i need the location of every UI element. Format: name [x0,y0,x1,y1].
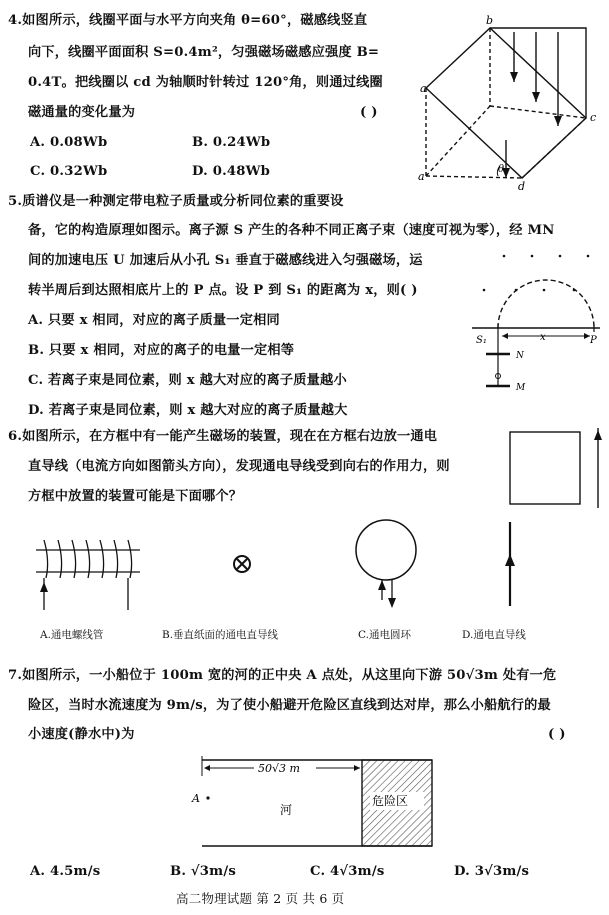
q6-caption-c: C.通电圆环 [358,629,411,641]
q6-line-1: 6.如图所示，在方框中有一能产生磁场的装置，现在在方框右边放一通电 [8,429,438,444]
q4-option-c: C. 0.32Wb [30,164,108,179]
q7-danger-zone-label: 危险区 [372,794,409,808]
q5-label-s1: S₁ [476,335,487,346]
q4-line-2: 向下，线圈平面面积 S=0.4m²，匀强磁场磁感应强度 B= [28,45,380,60]
q6-caption-d: D.通电直导线 [462,629,526,641]
q7-line-2: 险区，当时水流速度为 9m/s，为了使小船避开危险区直线到达对岸，那么小船航行的最 [28,698,551,713]
q4-line-3: 0.4T。把线圈以 cd 为轴顺时针转过 120°角，则通过线圈 [28,75,383,90]
q6-caption-a: A.通电螺线管 [40,629,104,641]
q5-label-p: P [590,335,597,346]
q4-label-c: c [590,111,597,124]
q5-label-x: x [540,332,546,343]
q4-option-d: D. 0.48Wb [192,164,271,179]
q4-line-4: 磁通量的变化量为 [28,105,136,120]
q7-river-label: 河 [280,803,293,817]
q4-line-1: 4.如图所示，线圈平面与水平方向夹角 θ=60°，磁感线竖直 [8,13,368,28]
q5-line-2: 备，它的构造原理如图示。离子源 S 产生的各种不同正离子束（速度可视为零），经 MN [28,223,555,238]
q6-line-2: 直导线（电流方向如图箭头方向），发现通电导线受到向右的作用力，则 [28,459,450,474]
q7-point-a-label: A [192,792,200,805]
q7-distance-label: 50√3 m [258,762,300,775]
q5-line-1: 5.质谱仪是一种测定带电粒子质量或分析同位素的重要设 [8,194,344,209]
q6-box-figure [500,426,608,510]
q4-option-a: A. 0.08Wb [30,135,108,150]
q4-answer-bracket: ( ) [360,105,378,120]
q4-label-a: a [420,82,427,95]
q5-option-a: A. 只要 x 相同，对应的离子质量一定相同 [28,313,280,328]
q6-straight-wire-figure [498,516,522,612]
q4-label-theta: θ [498,164,505,175]
q4-option-b: B. 0.24Wb [192,135,271,150]
q5-label-n: N [516,351,524,361]
q7-line-3: 小速度(静水中)为 [28,727,135,742]
q6-wire-into-page-figure [228,550,258,580]
q6-line-3: 方框中放置的装置可能是下面哪个？ [28,489,243,504]
q5-line-4: 转半周后到达照相底片上的 P 点。设 P 到 S₁ 的距离为 x，则( ) [28,283,418,298]
q7-line-1: 7.如图所示，一小船位于 100m 宽的河的正中央 A 点处，从这里向下游 50√3m 处有一危 [8,668,557,683]
q4-label-b: b [486,14,494,27]
q5-option-c: C. 若离子束是同位素，则 x 越大对应的离子质量越小 [28,373,347,388]
q4-coil-figure [418,10,608,192]
q5-option-b: B. 只要 x 相同，对应的离子的电量一定相等 [28,343,295,358]
q5-line-3: 间的加速电压 U 加速后从小孔 S₁ 垂直于磁感线进入匀强磁场，运 [28,253,423,268]
q7-option-b: B. √3m/s [170,864,236,879]
q6-ring-figure [352,516,422,616]
q5-label-m: M [516,383,526,393]
q7-option-a: A. 4.5m/s [30,864,101,879]
q7-river-figure [180,752,440,852]
q6-caption-b: B.垂直纸面的通电直导线 [162,629,279,641]
q4-label-a-prime: a' [418,170,428,183]
q6-solenoid-figure [28,520,150,616]
q7-option-d: D. 3√3m/s [454,864,530,879]
q5-mass-spectrometer-figure [470,250,602,400]
page-footer: 高二物理试题 第 2 页 共 6 页 [176,891,345,906]
q5-option-d: D. 若离子束是同位素，则 x 越大对应的离子质量越大 [28,403,348,418]
q7-answer-bracket: ( ) [548,727,566,742]
q4-label-d: d [518,180,526,192]
q7-option-c: C. 4√3m/s [310,864,385,879]
